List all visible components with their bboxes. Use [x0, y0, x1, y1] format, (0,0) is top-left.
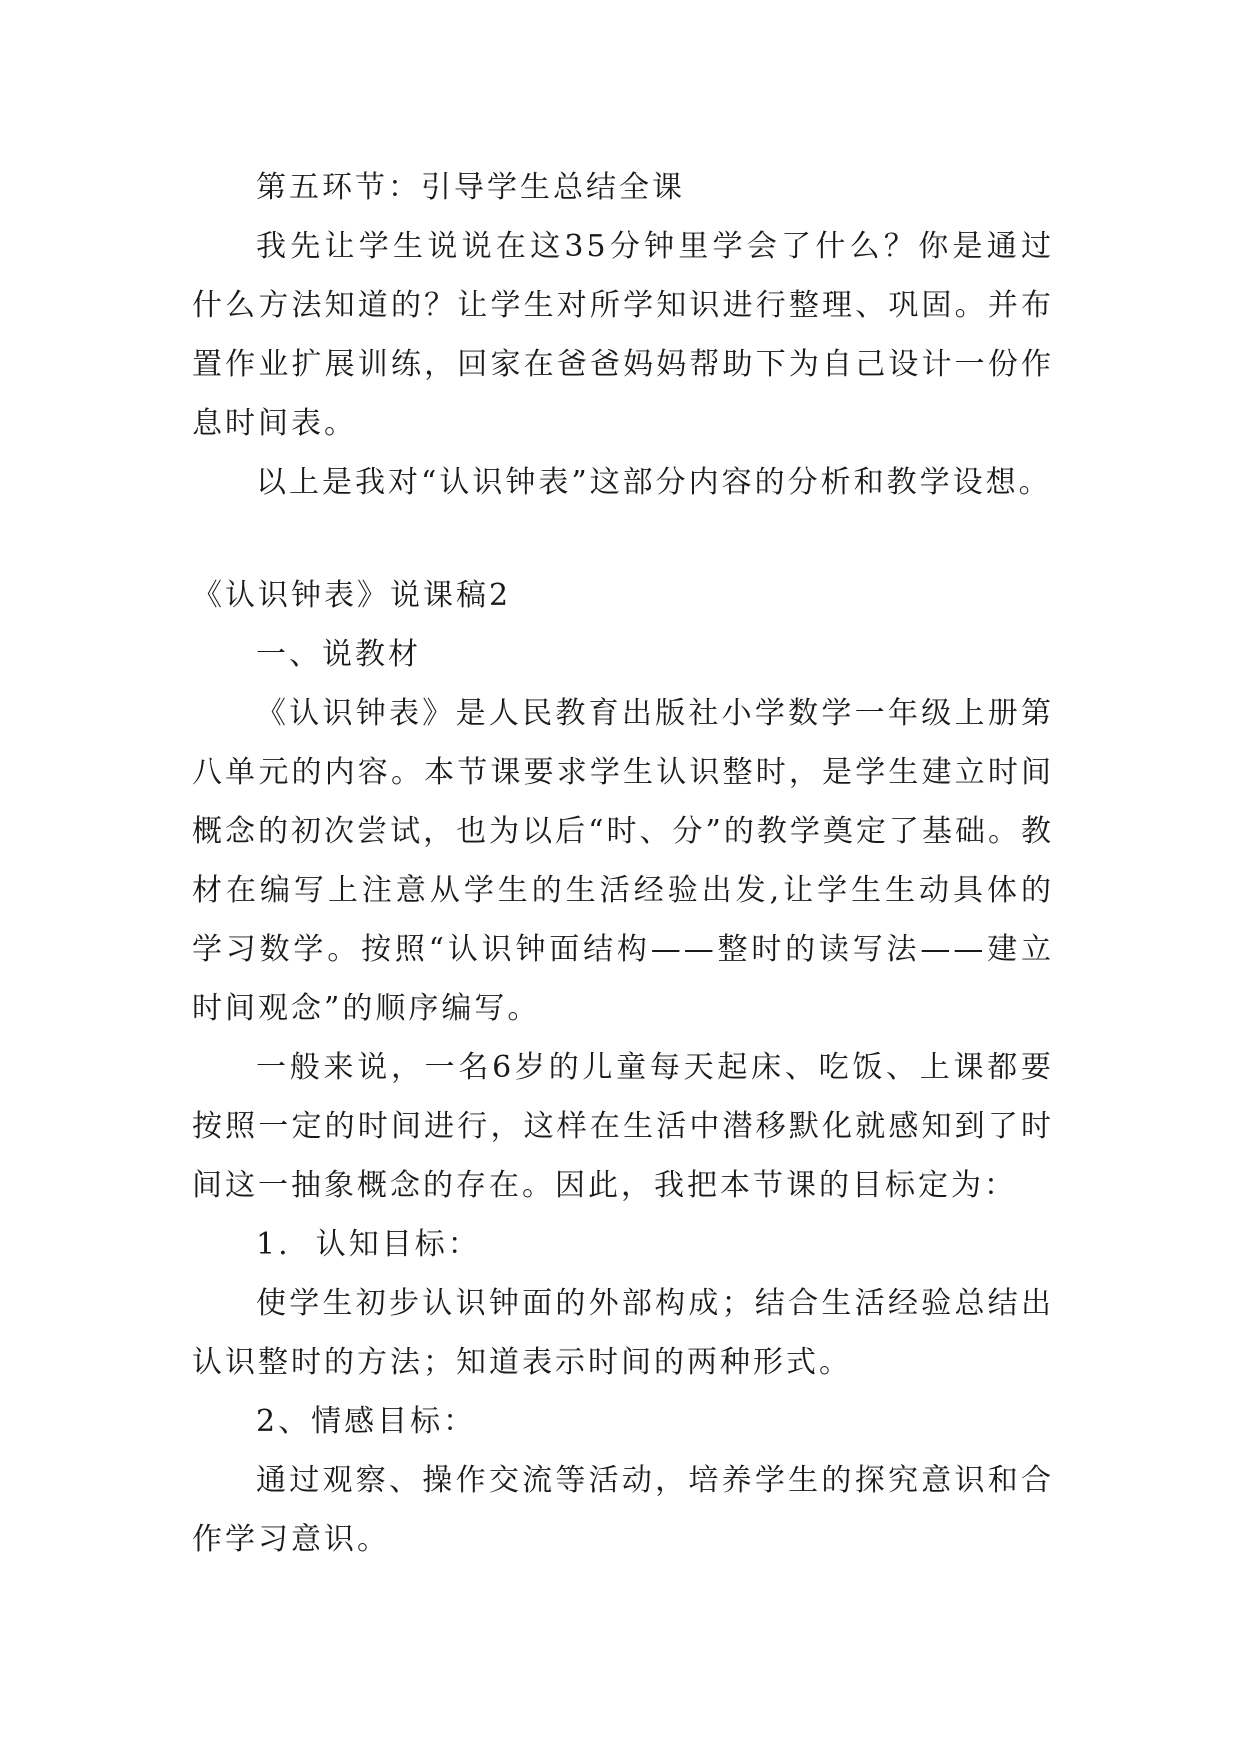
- paragraph-children-time: 一般来说，一名6岁的儿童每天起床、吃饭、上课都要按照一定的时间进行，这样在生活中潜移默化就感知到了时间这一抽象概念的存在。因此，我把本节课的目标定为：: [192, 1050, 1054, 1203]
- goal-cognitive-heading: 1. 认知目标：: [256, 1227, 481, 1262]
- goal-emotional-heading: 2、情感目标：: [256, 1404, 477, 1439]
- section-heading-textbook: 一、说教材: [256, 637, 421, 672]
- paragraph-textbook-intro: 《认识钟表》是人民教育出版社小学数学一年级上册第八单元的内容。本节课要求学生认识整时，是学生建立时间概念的初次尝试，也为以后“时、分”的教学奠定了基础。教材在编写上注意从学生的生活经验出发,让学生生动具体的学习数学。按照“认识钟面结构——整时的读写法——建立时间观念”的顺序编写。: [192, 696, 1054, 1026]
- goal-emotional-text: 通过观察、操作交流等活动，培养学生的探究意识和合作学习意识。: [192, 1463, 1054, 1557]
- section-gap: [192, 512, 1054, 566]
- paragraph-summary: 我先让学生说说在这35分钟里学会了什么？你是通过什么方法知道的？让学生对所学知识进行整理、巩固。并布置作业扩展训练，回家在爸爸妈妈帮助下为自己设计一份作息时间表。: [192, 229, 1054, 441]
- section-heading-step5: 第五环节：引导学生总结全课: [256, 170, 685, 205]
- goal-cognitive-text: 使学生初步认识钟面的外部构成；结合生活经验总结出认识整时的方法；知道表示时间的两种形式。: [192, 1286, 1054, 1380]
- document-page: [192, 158, 1054, 1569]
- paragraph-conclusion: 以上是我对“认识钟表”这部分内容的分析和教学设想。: [256, 465, 1052, 500]
- document-title: 《认识钟表》说课稿2: [192, 578, 512, 613]
